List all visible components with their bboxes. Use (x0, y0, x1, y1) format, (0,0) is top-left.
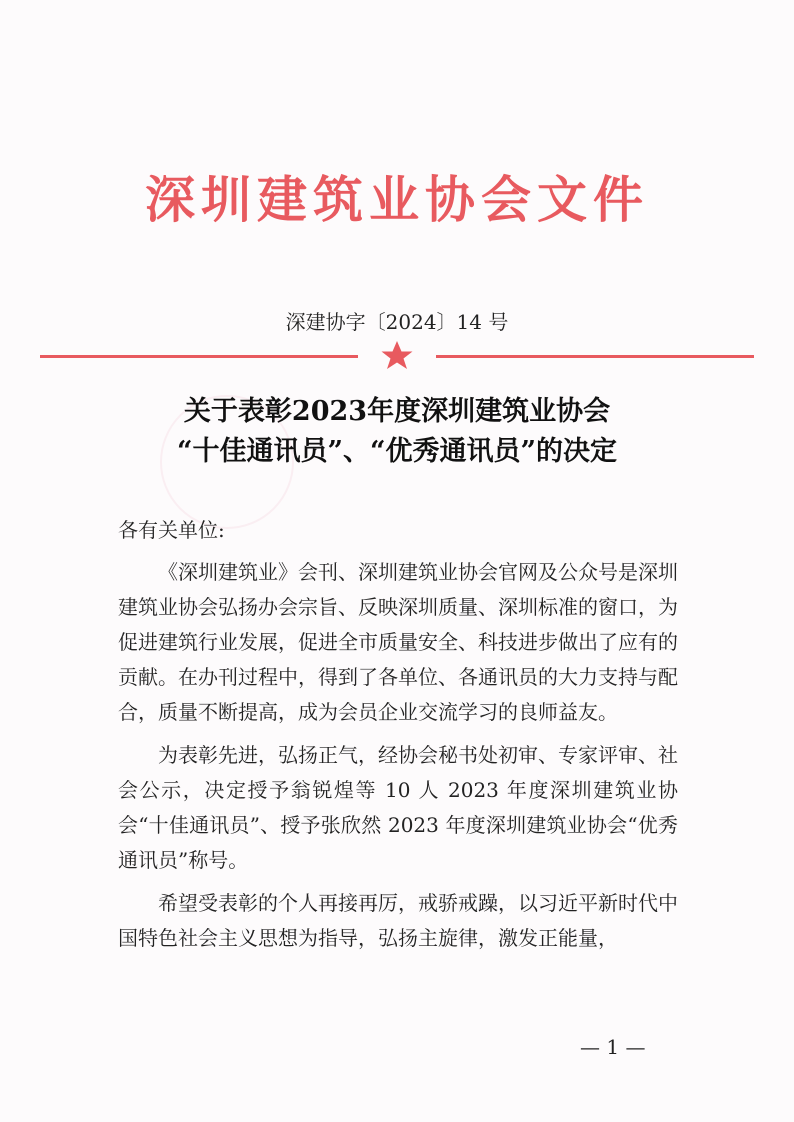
divider-line-right (436, 355, 754, 358)
salutation: 各有关单位: (118, 518, 225, 542)
red-star-divider (40, 340, 754, 370)
title-line-1: 关于表彰2023年度深圳建筑业协会 (183, 396, 611, 427)
paragraph-3: 希望受表彰的个人再接再厉，戒骄戒躁，以习近平新时代中国特色社会主义思想为指导，弘扬主旋律，激发正能量， (118, 891, 678, 950)
org-document-header: 深圳建筑业协会文件 (145, 171, 649, 229)
paragraph-2: 为表彰先进，弘扬正气，经协会秘书处初审、专家评审、社会公示，决定授予翁锐煌等 10 人 2023 年度深圳建筑业协会“十佳通讯员”、授予张欣然 2023 年度深圳建筑业协会“优秀通讯员”称号。 (118, 743, 678, 872)
paragraph-1: 《深圳建筑业》会刊、深圳建筑业协会官网及公众号是深圳建筑业协会弘扬办会宗旨、反映深圳质量、深圳标准的窗口，为促进建筑行业发展，促进全市质量安全、科技进步做出了应有的贡献。在办刊过程中，得到了各单位、各通讯员的大力支持与配合，质量不断提高，成为会员企业交流学习的良师益友。 (118, 560, 678, 724)
body-text (118, 555, 678, 964)
page-number: — 1 — (580, 1035, 646, 1059)
title-line-2: “十佳通讯员”、“优秀通讯员”的决定 (176, 436, 618, 467)
document-number: 深建协字〔2024〕14 号 (285, 310, 509, 334)
divider-line-left (40, 355, 358, 358)
document-title (0, 392, 794, 472)
star-icon (382, 341, 413, 369)
